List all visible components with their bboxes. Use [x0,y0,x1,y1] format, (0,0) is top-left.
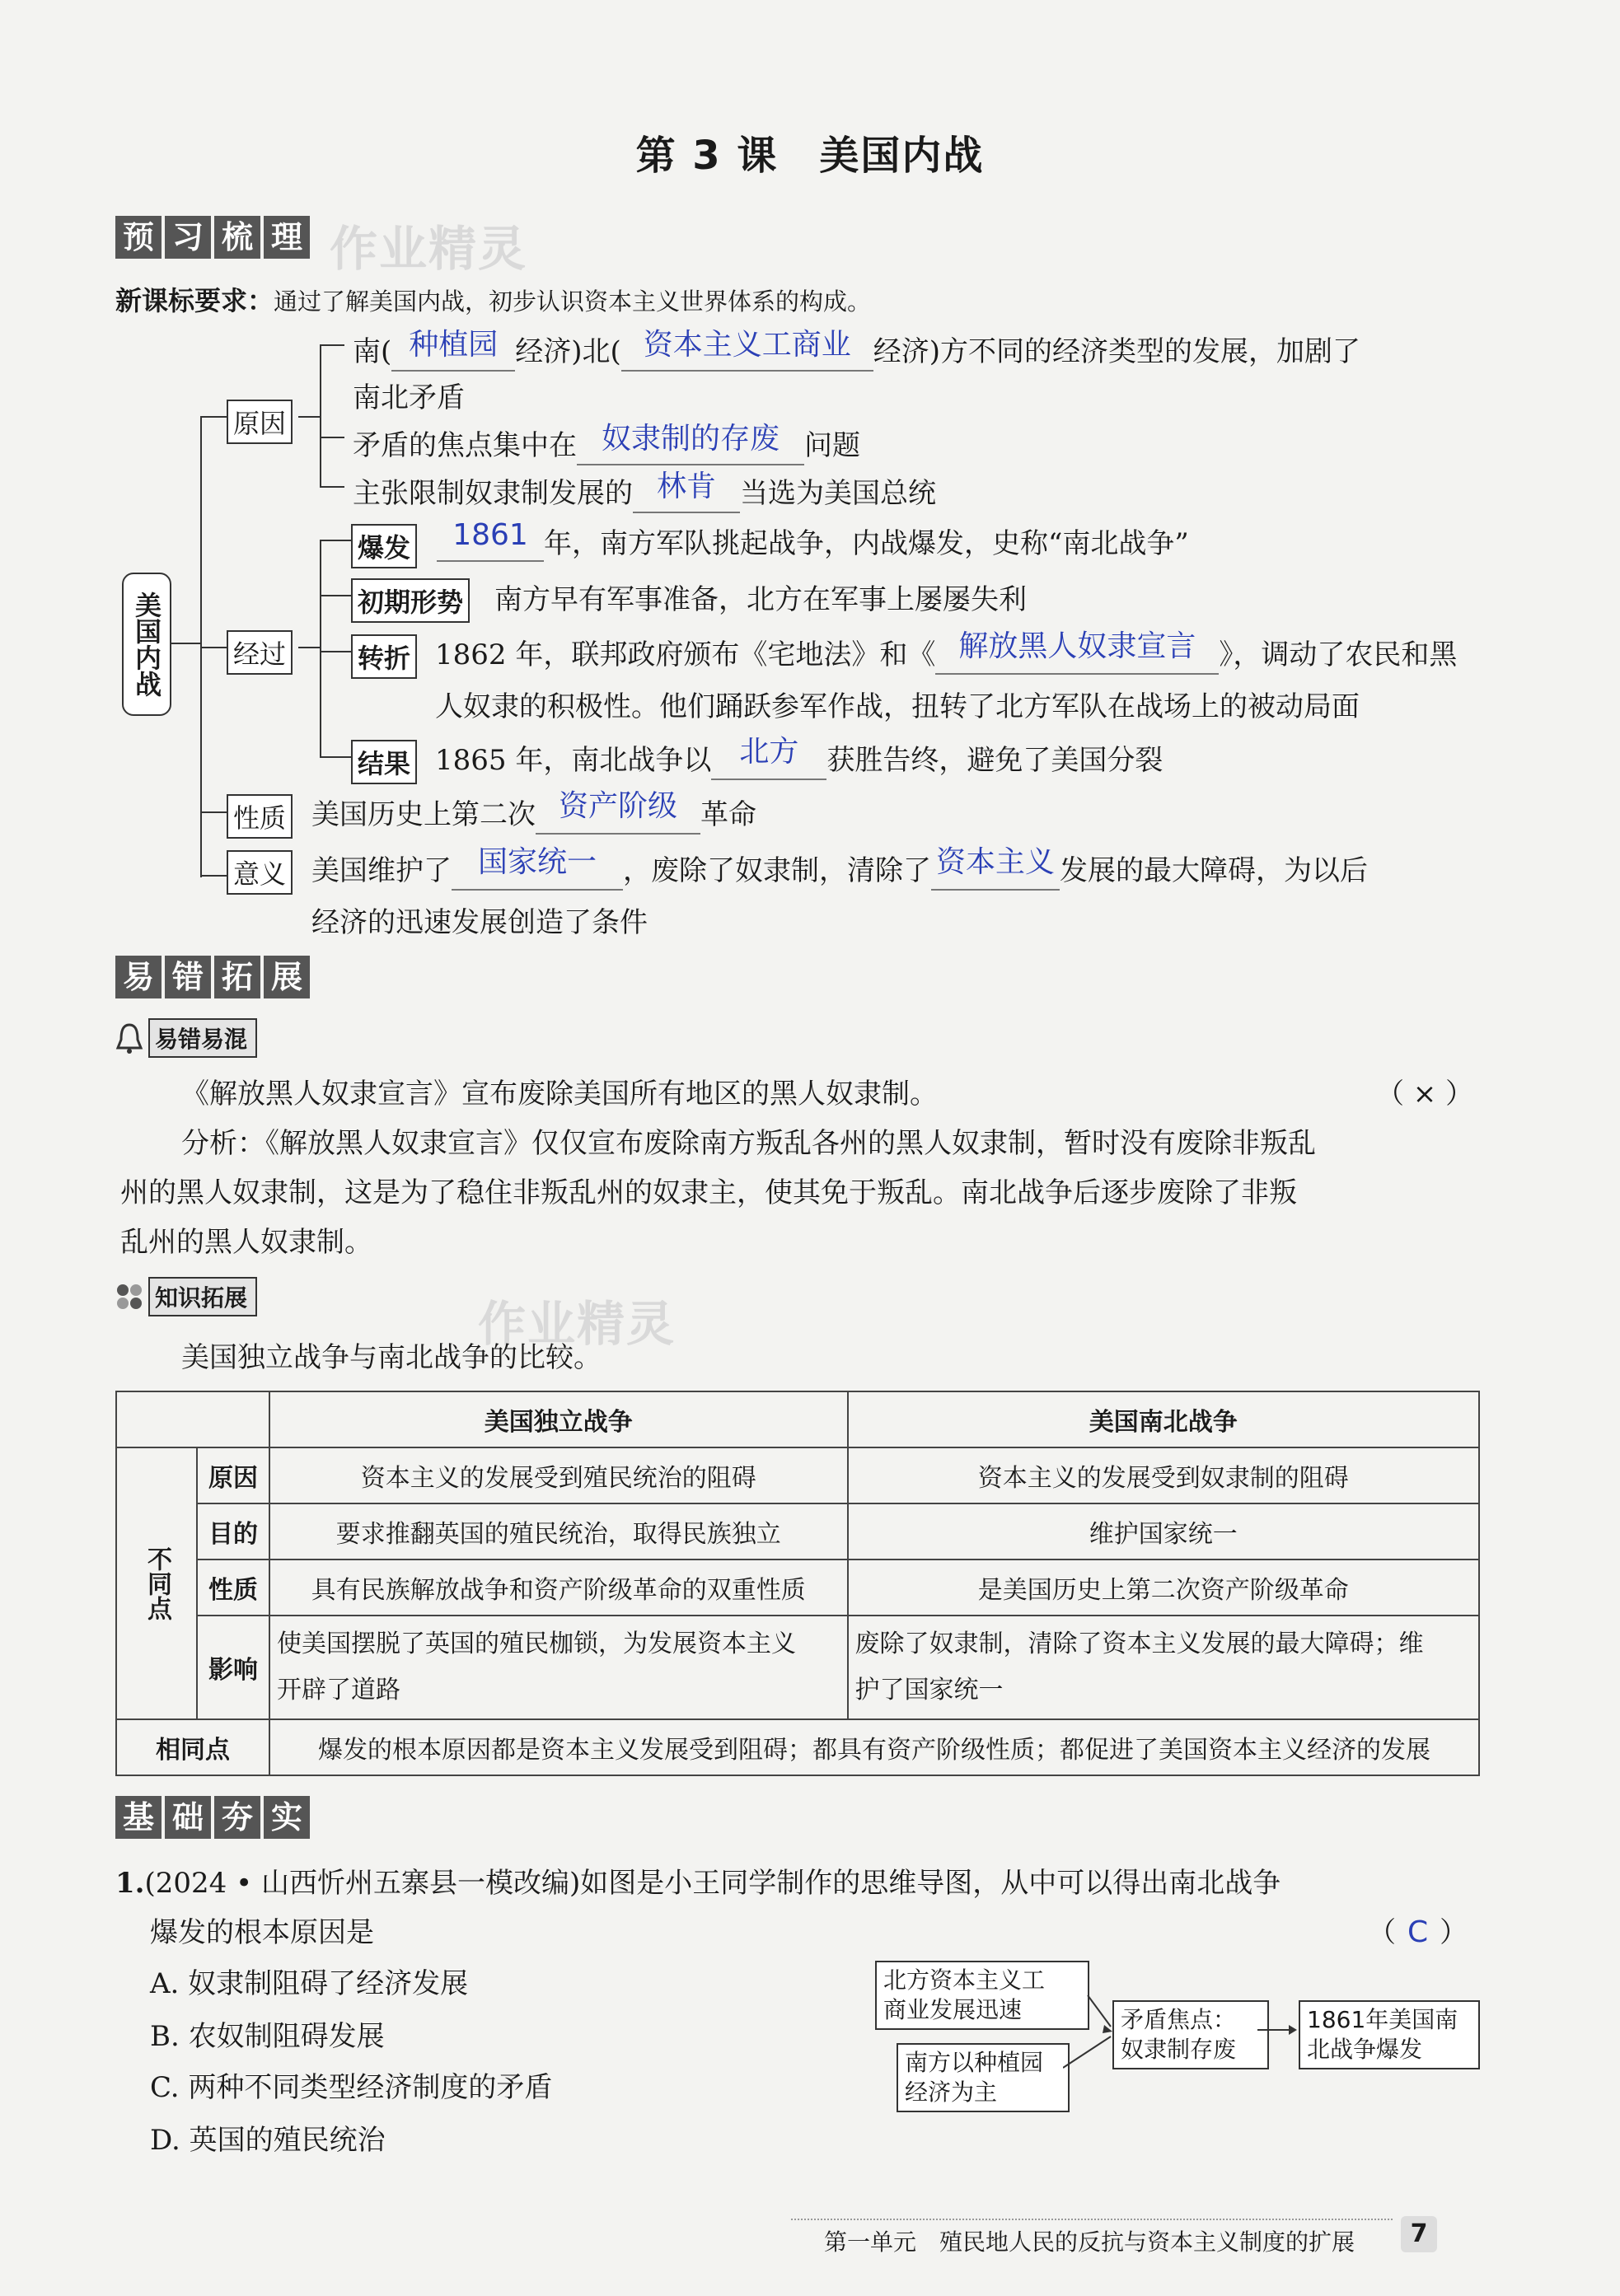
confusion-analysis-2: 州的黑人奴隶制，这是为了稳住非叛乱州的奴隶主，使其免于叛乱。南北战争后逐步废除了非叛 [120,1176,1297,1209]
diagram-south-box [897,2043,1070,2112]
process-bracket [320,540,321,758]
text: 当选为美国总统 [740,477,936,510]
confusion-label: 易错易混 [148,1018,257,1058]
process-tick [320,540,351,541]
text: 废除了奴隶制，清除了资本主义发展的最大障碍；维 [854,1630,1424,1658]
tree-branch [200,811,227,813]
table-cell: 是美国历史上第二次资产阶级革命 [848,1560,1479,1616]
confusion-answer: （ × ） [1376,1078,1474,1111]
text: 经济)北( [515,335,621,368]
answer-slot [1368,1910,1468,1950]
section-header-basics: 基 础 夯 实 [115,1796,310,1839]
meaning-label: 意义 [227,850,293,895]
text: 问题 [804,429,860,462]
text: 美国历史上第二次 [311,798,536,831]
process-tick [320,756,351,758]
answer-capitalism: 资本主义 [935,845,1055,879]
mindmap-root: 美国内战 [122,573,171,716]
text: 开辟了道路 [277,1676,400,1704]
text: 北战争爆发 [1307,2036,1423,2063]
cause-tick [320,486,344,488]
text: 矛盾焦点： [1121,2006,1237,2033]
col-header-independence: 美国独立战争 [269,1391,848,1447]
watermark: 作业精灵 [330,221,528,277]
process-tick [320,651,351,652]
tree-branch [200,647,227,648]
row-label: 性质 [197,1560,269,1616]
outbreak-line [437,518,1189,562]
row-label: 原因 [197,1447,269,1503]
text: ） [1440,1916,1468,1949]
nature-line [311,791,756,835]
confusion-analysis-1: 分析：《解放黑人奴隶宣言》仅仅宣布废除南方叛乱各州的黑人奴隶制，暂时没有废除非叛乱 [181,1127,1316,1160]
text: 经济为主 [905,2079,998,2106]
table-cell: 维护国家统一 [848,1503,1479,1560]
bell-icon [115,1022,143,1054]
knowledge-label: 知识拓展 [148,1277,257,1316]
text: 发展的最大障碍，为以后 [1060,854,1368,887]
diagram-arrows [1063,1977,1310,2093]
text: （ [1368,1916,1396,1949]
text: 南方以种植园 [905,2049,1044,2076]
early-label: 初期形势 [351,578,470,623]
row-label: 目的 [197,1503,269,1560]
text: 北方资本主义工 [883,1966,1046,1994]
confusion-statement: 《解放黑人奴隶宣言》宣布废除美国所有地区的黑人奴隶制。 [181,1078,938,1111]
tree-branch [200,416,227,418]
answer-plantation: 种植园 [409,328,499,362]
knowledge-intro: 美国独立战争与南北战争的比较。 [181,1341,602,1374]
answer-emancipation: 解放黑人奴隶宣言 [958,629,1196,663]
page-number: 7 [1401,2216,1437,2252]
row-label: 影响 [197,1616,269,1719]
answer-capitalist-industry: 资本主义工商业 [643,328,851,362]
option-a: A. 奴隶制阻碍了经济发展 [150,1967,469,2000]
lesson-title: 第 3 课 美国内战 [635,133,985,179]
answer-1861: 1861 [452,518,528,552]
cause-line3 [353,470,936,513]
meaning-line1 [311,847,1368,891]
option-b: B. 农奴制阻碍发展 [150,2020,385,2053]
diagram-war-box [1299,2000,1480,2069]
answer-choice: C [1407,1915,1429,1949]
confusion-analysis-3: 乱州的黑人奴隶制。 [120,1226,372,1259]
comparison-table [115,1391,1480,1776]
text: 主张限制奴隶制发展的 [353,477,633,510]
standard-text: 通过了解美国内战，初步认识资本主义世界体系的构成。 [274,288,872,316]
cause-tick [320,437,344,438]
option-c: C. 两种不同类型经济制度的矛盾 [150,2071,553,2104]
footer-unit: 第一单元 殖民地人民的反抗与资本主义制度的扩展 [824,2228,1355,2256]
text: 1865 年，南北战争以 [435,744,712,777]
text: 使美国摆脱了英国的殖民枷锁，为发展资本主义 [277,1630,796,1658]
row-label-same: 相同点 [116,1719,269,1775]
process-label: 经过 [227,630,293,675]
standard-label: 新课标要求： [115,285,274,316]
table-cell [848,1616,1479,1719]
table-cell [269,1616,848,1719]
text: 南( [353,335,392,368]
text: 》，调动了农民和黑 [1219,638,1458,671]
turn-label: 转折 [351,634,417,679]
question-stem-2: 爆发的根本原因是 [150,1916,374,1949]
cause-line1 [353,328,1360,372]
tree-branch [200,875,227,877]
text: ，废除了奴隶制，清除了 [623,854,931,887]
answer-bourgeois: 资产阶级 [558,789,677,823]
puzzle-icon [115,1283,143,1311]
watermark: 作业精灵 [478,1296,677,1352]
turn-line1 [435,631,1457,675]
confusion-tag [115,1018,257,1058]
meaning-line2: 经济的迅速发展创造了条件 [311,906,648,939]
text: 经济)方不同的经济类型的发展，加剧了 [873,335,1361,368]
turn-line2: 人奴隶的积极性。他们踊跃参军作战，扭转了北方军队在战场上的被动局面 [435,690,1360,723]
answer-unity: 国家统一 [477,845,597,879]
diagram-north-box [875,1961,1089,2030]
question-number: 1. [115,1867,145,1900]
question-stem-1 [115,1860,1281,1901]
tree-root-link [171,643,200,644]
footer-rule [791,2219,1393,2220]
section-header-preview: 预 习 梳 理 [115,216,310,259]
knowledge-tag [115,1277,257,1316]
text: 1862 年，联邦政府颁布《宅地法》和《 [435,638,936,671]
text: 商业发展迅速 [883,1996,1023,2023]
process-link [298,647,320,648]
text: (2024 • 山西忻州五寨县一模改编)如图是小王同学制作的思维导图，从中可以得出南北战争 [144,1867,1281,1900]
text: 奴隶制存废 [1121,2036,1237,2063]
cause-line1b: 南北矛盾 [353,381,465,414]
text: 1861年美国南 [1307,2006,1458,2033]
nature-label: 性质 [227,794,293,839]
early-text: 南方早有军事准备，北方在军事上屡屡失利 [494,583,1027,616]
cause-label: 原因 [227,400,293,444]
cause-line2 [353,422,860,465]
group-label-differences: 不同点 [116,1447,197,1719]
table-cell-same: 爆发的根本原因都是资本主义发展受到阻碍；都具有资产阶级性质；都促进了美国资本主义经济的发展 [269,1719,1479,1775]
result-line [435,736,1163,780]
section-header-errors: 易 错 拓 展 [115,956,310,998]
process-tick [320,595,351,596]
text: 获胜告终，避免了美国分裂 [826,744,1163,777]
cause-bracket [320,344,321,486]
outbreak-label: 爆发 [351,524,417,568]
text: 护了国家统一 [854,1676,1004,1704]
text: 革命 [700,798,756,831]
table-cell: 资本主义的发展受到殖民统治的阻碍 [269,1447,848,1503]
answer-north: 北方 [739,735,799,769]
option-d: D. 英国的殖民统治 [150,2124,386,2157]
table-cell: 具有民族解放战争和资产阶级革命的双重性质 [269,1560,848,1616]
answer-lincoln: 林肯 [656,470,716,503]
cause-tick [320,344,344,346]
cause-link [298,416,320,418]
table-cell: 资本主义的发展受到奴隶制的阻碍 [848,1447,1479,1503]
text: 年，南方军队挑起战争，内战爆发，史称“南北战争” [544,527,1189,560]
standard-line [115,280,871,318]
result-label: 结果 [351,740,417,784]
answer-slavery: 奴隶制的存废 [601,422,780,456]
text: 美国维护了 [311,854,452,887]
text: 矛盾的焦点集中在 [353,429,577,462]
table-cell: 要求推翻英国的殖民统治，取得民族独立 [269,1503,848,1560]
col-header-civil-war: 美国南北战争 [848,1391,1479,1447]
